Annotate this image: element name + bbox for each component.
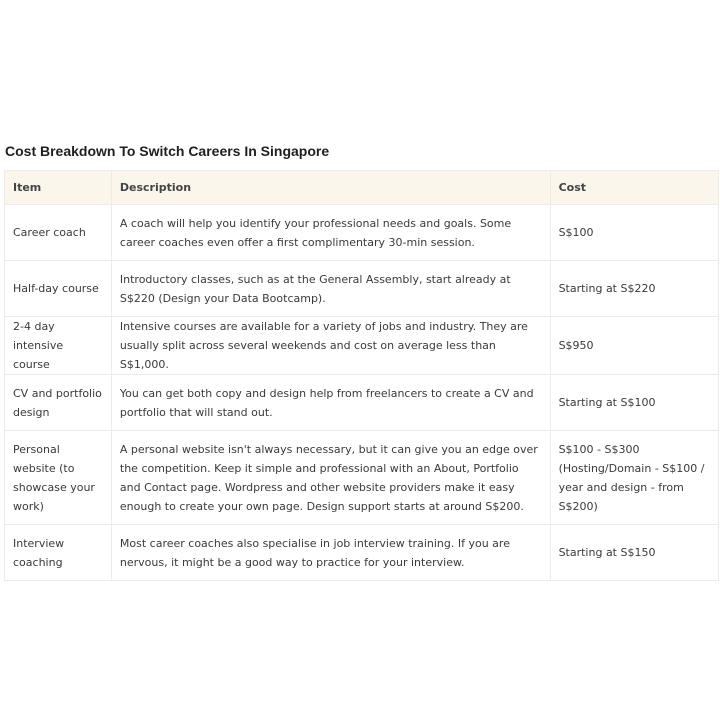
- header-row: [5, 171, 719, 205]
- header-description: Description: [111, 171, 550, 205]
- header-item: Item: [5, 171, 112, 205]
- row-item: Personal website (to showcase your work): [5, 431, 112, 525]
- table-title: Cost Breakdown To Switch Careers In Singapore: [5, 143, 330, 159]
- table-row: [5, 205, 719, 261]
- table-row: [5, 431, 719, 525]
- row-cost: S$950: [550, 317, 718, 375]
- header-cost: Cost: [550, 171, 718, 205]
- row-cost: Starting at S$150: [550, 525, 718, 581]
- row-description: A personal website isn't always necessary, but it can give you an edge over the competition. Keep it simple and professional with an About, Portfolio and Contact page. Wordpress and other website providers make it easy enough to create your own page. Design support starts at around S$200.: [111, 431, 550, 525]
- table-row: [5, 375, 719, 431]
- row-description: You can get both copy and design help from freelancers to create a CV and portfolio that will stand out.: [111, 375, 550, 431]
- row-item: 2-4 day intensive course: [5, 317, 112, 375]
- row-cost: S$100 - S$300 (Hosting/Domain - S$100 / year and design - from S$200): [550, 431, 718, 525]
- table-row: [5, 525, 719, 581]
- row-cost: Starting at S$220: [550, 261, 718, 317]
- row-cost: Starting at S$100: [550, 375, 718, 431]
- row-item: Career coach: [5, 205, 112, 261]
- cost-breakdown-table: [4, 170, 719, 581]
- table-row: [5, 261, 719, 317]
- row-description: A coach will help you identify your professional needs and goals. Some career coaches even offer a first complimentary 30-min session.: [111, 205, 550, 261]
- row-item: CV and portfolio design: [5, 375, 112, 431]
- table-header: [5, 171, 719, 205]
- row-description: Intensive courses are available for a variety of jobs and industry. They are usually split across several weekends and cost on average less than S$1,000.: [111, 317, 550, 375]
- row-item: Half-day course: [5, 261, 112, 317]
- row-item: Interview coaching: [5, 525, 112, 581]
- row-cost: S$100: [550, 205, 718, 261]
- table-row: [5, 317, 719, 375]
- table-body: [5, 205, 719, 581]
- row-description: Introductory classes, such as at the General Assembly, start already at S$220 (Design your Data Bootcamp).: [111, 261, 550, 317]
- row-description: Most career coaches also specialise in job interview training. If you are nervous, it might be a good way to practice for your interview.: [111, 525, 550, 581]
